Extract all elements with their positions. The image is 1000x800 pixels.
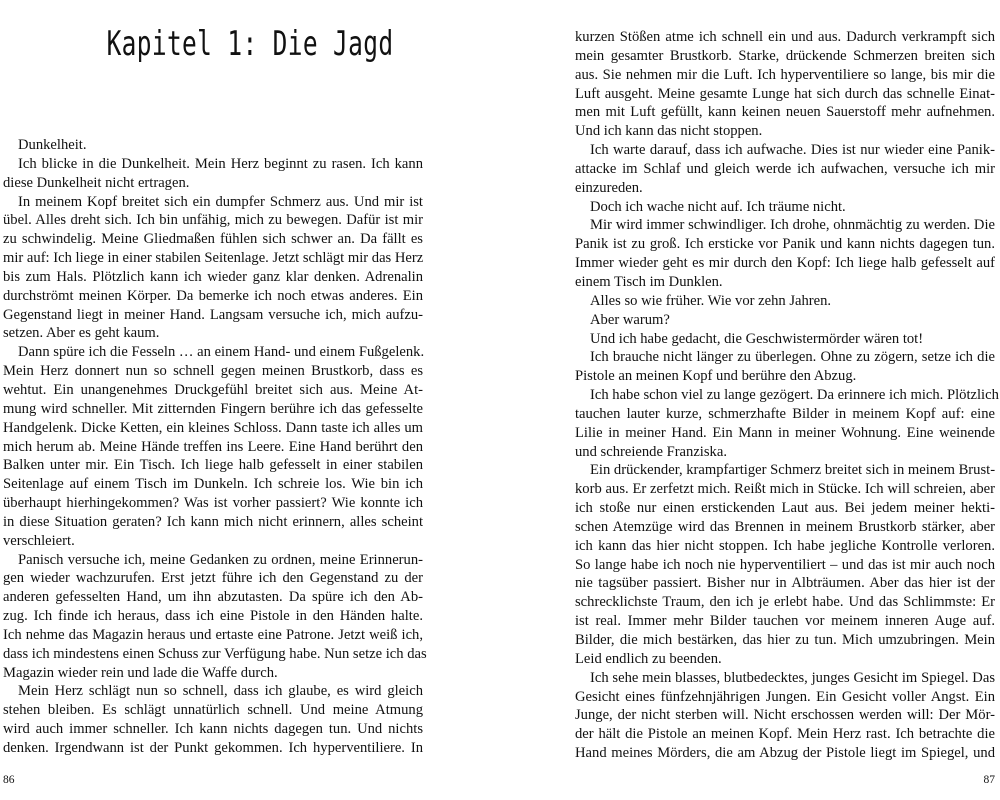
text-line: schrecklichste Traum, den ich je erlebt habe. Und das Schlimmste: Er [575,594,995,611]
text-line: Hand meines Mörders, die am Abzug der Pistole liegt im Spiegel, und [575,745,995,762]
text-line: Junge, der nicht sterben will. Nicht erschossen werden will: Der Mör- [575,707,995,724]
text-line: anderen gefesselten Hand, um ihn abzutasten. Da spüre ich den Ab- [3,589,423,606]
text-line: schen Atemzüge wird das Brennen in meinem Brustkorb stärker, aber [575,518,995,535]
text-line: Bilder, die mich bestärken, das hier zu tun. Mich umzubringen. Mein [575,632,995,648]
text-line: In meinem Kopf breitet sich ein dumpfer Schmerz aus. Und mir ist [18,193,423,210]
text-line: Ich habe schon viel zu lange gezögert. Da erinnere ich mich. Plötzlich [590,387,999,404]
text-line: mein gesamter Brustkorb. Starke, drückende Schmerzen breiten sich [575,47,995,64]
text-line: ist real. Immer mehr Bilder tauchen vor meinem inneren Auge auf. [575,613,995,630]
text-line: Pistole an meinen Kopf und berühre den Abzug. [575,368,857,385]
text-line: Ich sehe mein blasses, blutbedecktes, junges Gesicht im Spiegel. Das [590,669,995,686]
text-line: So lange habe ich noch nie hyperventiliert – und das ist mir auch noch [575,556,995,573]
text-line: ich kann das hier nicht stoppen. Ich habe jegliche Kontrolle verloren. [575,537,995,554]
text-line: und schreiende Franziska. [575,443,727,460]
text-line: Panisch versuche ich, meine Gedanken zu ordnen, meine Erinnerun- [18,551,423,568]
text-line: Und ich habe gedacht, die Geschwistermörder wären tot! [590,330,924,347]
text-line: wehtut. Ein unangenehmes Druckgefühl breitet sich aus. Meine At- [3,381,423,398]
text-line: Alles so wie früher. Wie vor zehn Jahren. [590,292,832,309]
text-line: Ich nehme das Magazin heraus und ertaste eine Patrone. Jetzt weiß ich, [3,626,423,643]
text-line: aus. Sie nehmen mir die Luft. Ich hyperventiliere so lange, bis mir die [575,66,995,83]
text-line: mir auf: Ich liege in einer stabilen Seitenlage. Jetzt schlägt mir das Herz [3,250,424,267]
text-line: diese Dunkelheit nicht ertragen. [3,174,190,191]
text-line: nie tagsüber passiert. Bisher nur in Albträumen. Aber das hier ist der [575,575,995,592]
text-line: Mir wird immer schwindliger. Ich drohe, ohnmächtig zu werden. Die [590,217,995,234]
text-line: Gesicht eines fünfzehnjährigen Jungen. Ein Gesicht voller Angst. Ein [575,688,995,705]
text-line: Luft ausgeht. Meine gesamte Lunge hat sich durch das schnelle Einat- [575,85,995,102]
text-line: setzen. Aber es geht kaum. [3,325,160,342]
text-line: Ich brauche nicht länger zu überlegen. Ohne zu zögern, setze ich die [590,349,995,366]
text-line: Dann spüre ich die Fesseln … an einem Hand- und einem Fußgelenk. [18,344,425,361]
text-line: stehen bleiben. Es schlägt unnatürlich schnell. Und meine Atmung [3,702,423,719]
left-page-text [3,136,427,758]
text-line: Ein drückender, krampfartiger Schmerz breitet sich in meinem Brust- [590,462,996,479]
text-line: Aber warum? [590,311,670,328]
text-line: Gegenstand liegt in meiner Hand. Langsam versuche ich, mich aufzu- [3,306,423,323]
text-line: zu schwindelig. Meine Gliedmaßen fühlen sich schwer an. Da fällt es [3,231,423,248]
text-line: korb aus. Er zerfetzt mich. Reißt mich in Stücke. Ich will schreien, aber [575,481,995,498]
text-line: überhaupt hierhingekommen? Was ist vorher passiert? Wie konnte ich [3,495,423,512]
text-line: Mein Herz donnert nun so schnell gegen meinen Brustkorb, dass es [3,363,423,380]
text-line: dass ich mindestens einen Schuss zur Verfügung habe. Nun setze ich das [3,645,427,662]
text-line: der hält die Pistole an meinen Kopf. Mein Herz rast. Ich betrachte die [575,726,995,743]
text-line: zug. Ich finde ich heraus, dass ich eine Pistole in den Händen halte. [3,608,423,625]
text-line: Leid endlich zu beenden. [575,650,722,667]
text-line: Seitenlage auf einem Tisch im Dunkeln. Ich schreie los. Wie bin ich [3,476,423,493]
text-line: kurzen Stößen atme ich schnell ein und aus. Dadurch verkrampft sich [575,29,995,45]
text-line: verschleiert. [3,532,75,549]
text-line: Magazin wieder rein und lade die Waffe durch. [3,664,278,681]
text-line: attacke im Schlaf und gleich werde ich aufwachen, versuche ich mir [575,160,995,177]
text-line: übel. Alles dreht sich. Ich bin unfähig, mich zu bewegen. Dafür ist mir [3,212,423,229]
page-number-left: 86 [3,774,15,786]
text-line: men mit Luft gefüllt, kann keinen neuen Sauerstoff mehr aufnehmen. [575,104,995,121]
text-line: Lilie in meiner Hand. Ein Mann in meiner Wohnung. Eine weinende [575,424,995,441]
text-line: denken. Irgendwann ist der Punkt gekommen. Ich hyperventiliere. In [3,740,423,756]
right-page [500,0,1000,800]
text-line: einzureden. [575,179,643,196]
text-line: ich stoße nur einen erstickenden Laut aus. Bei jedem meiner hekti- [575,500,995,517]
text-line: bis zum Hals. Plötzlich kann ich wieder ganz klar denken. Adrenalin [3,268,423,285]
text-line: Dunkelheit. [18,137,87,153]
text-line: durchströmt meinen Körper. Da bemerke ich noch etwas anderes. Ein [3,287,423,304]
text-line: Handgelenk. Dicke Ketten, ein kleines Schloss. Dann taste ich alles um [3,419,423,436]
text-line: tauchen lauter kurze, schmerzhafte Bilder in meinem Kopf auf: eine [575,405,995,422]
page-number-right: 87 [983,774,995,786]
text-line: Ich warte darauf, dass ich aufwache. Dies ist nur wieder eine Panik- [590,142,995,159]
text-line: Doch ich wache nicht auf. Ich träume nicht. [590,198,846,215]
text-line: mich herum ab. Meine Hände treffen ins Leere. Eine Hand berührt den [3,438,423,455]
text-line: Balken unter mir. Ein Tisch. Ich liege halb gefesselt in einer stabilen [3,457,423,474]
right-page-text [575,28,999,763]
text-line: in diese Situation geraten? Ich kann mich nicht erinnern, alles scheint [3,513,423,530]
text-line: Mein Herz schlägt nun so schnell, dass ich glaube, es wird gleich [18,683,423,700]
text-line: wird auch immer schneller. Ich kann nichts dagegen tun. Und nichts [3,721,423,738]
text-line: Immer wieder geht es mir durch den Kopf: Ich liege halb gefesselt auf [575,255,995,272]
text-line: Und ich kann das nicht stoppen. [575,123,763,140]
text-line: einem Tisch im Dunklen. [575,273,723,290]
text-line: Panik ist zu groß. Ich ersticke vor Panik und kann nichts dagegen tun. [575,236,995,253]
chapter-title: Kapitel 1: Die Jagd [106,24,394,64]
text-line: Ich blicke in die Dunkelheit. Mein Herz beginnt zu rasen. Ich kann [18,155,423,172]
text-line: gen wieder wachzurufen. Erst jetzt führe ich den Gegenstand zu der [3,570,423,587]
text-line: mung wird schneller. Mit zitternden Fingern berühre ich das gefesselte [3,400,423,417]
